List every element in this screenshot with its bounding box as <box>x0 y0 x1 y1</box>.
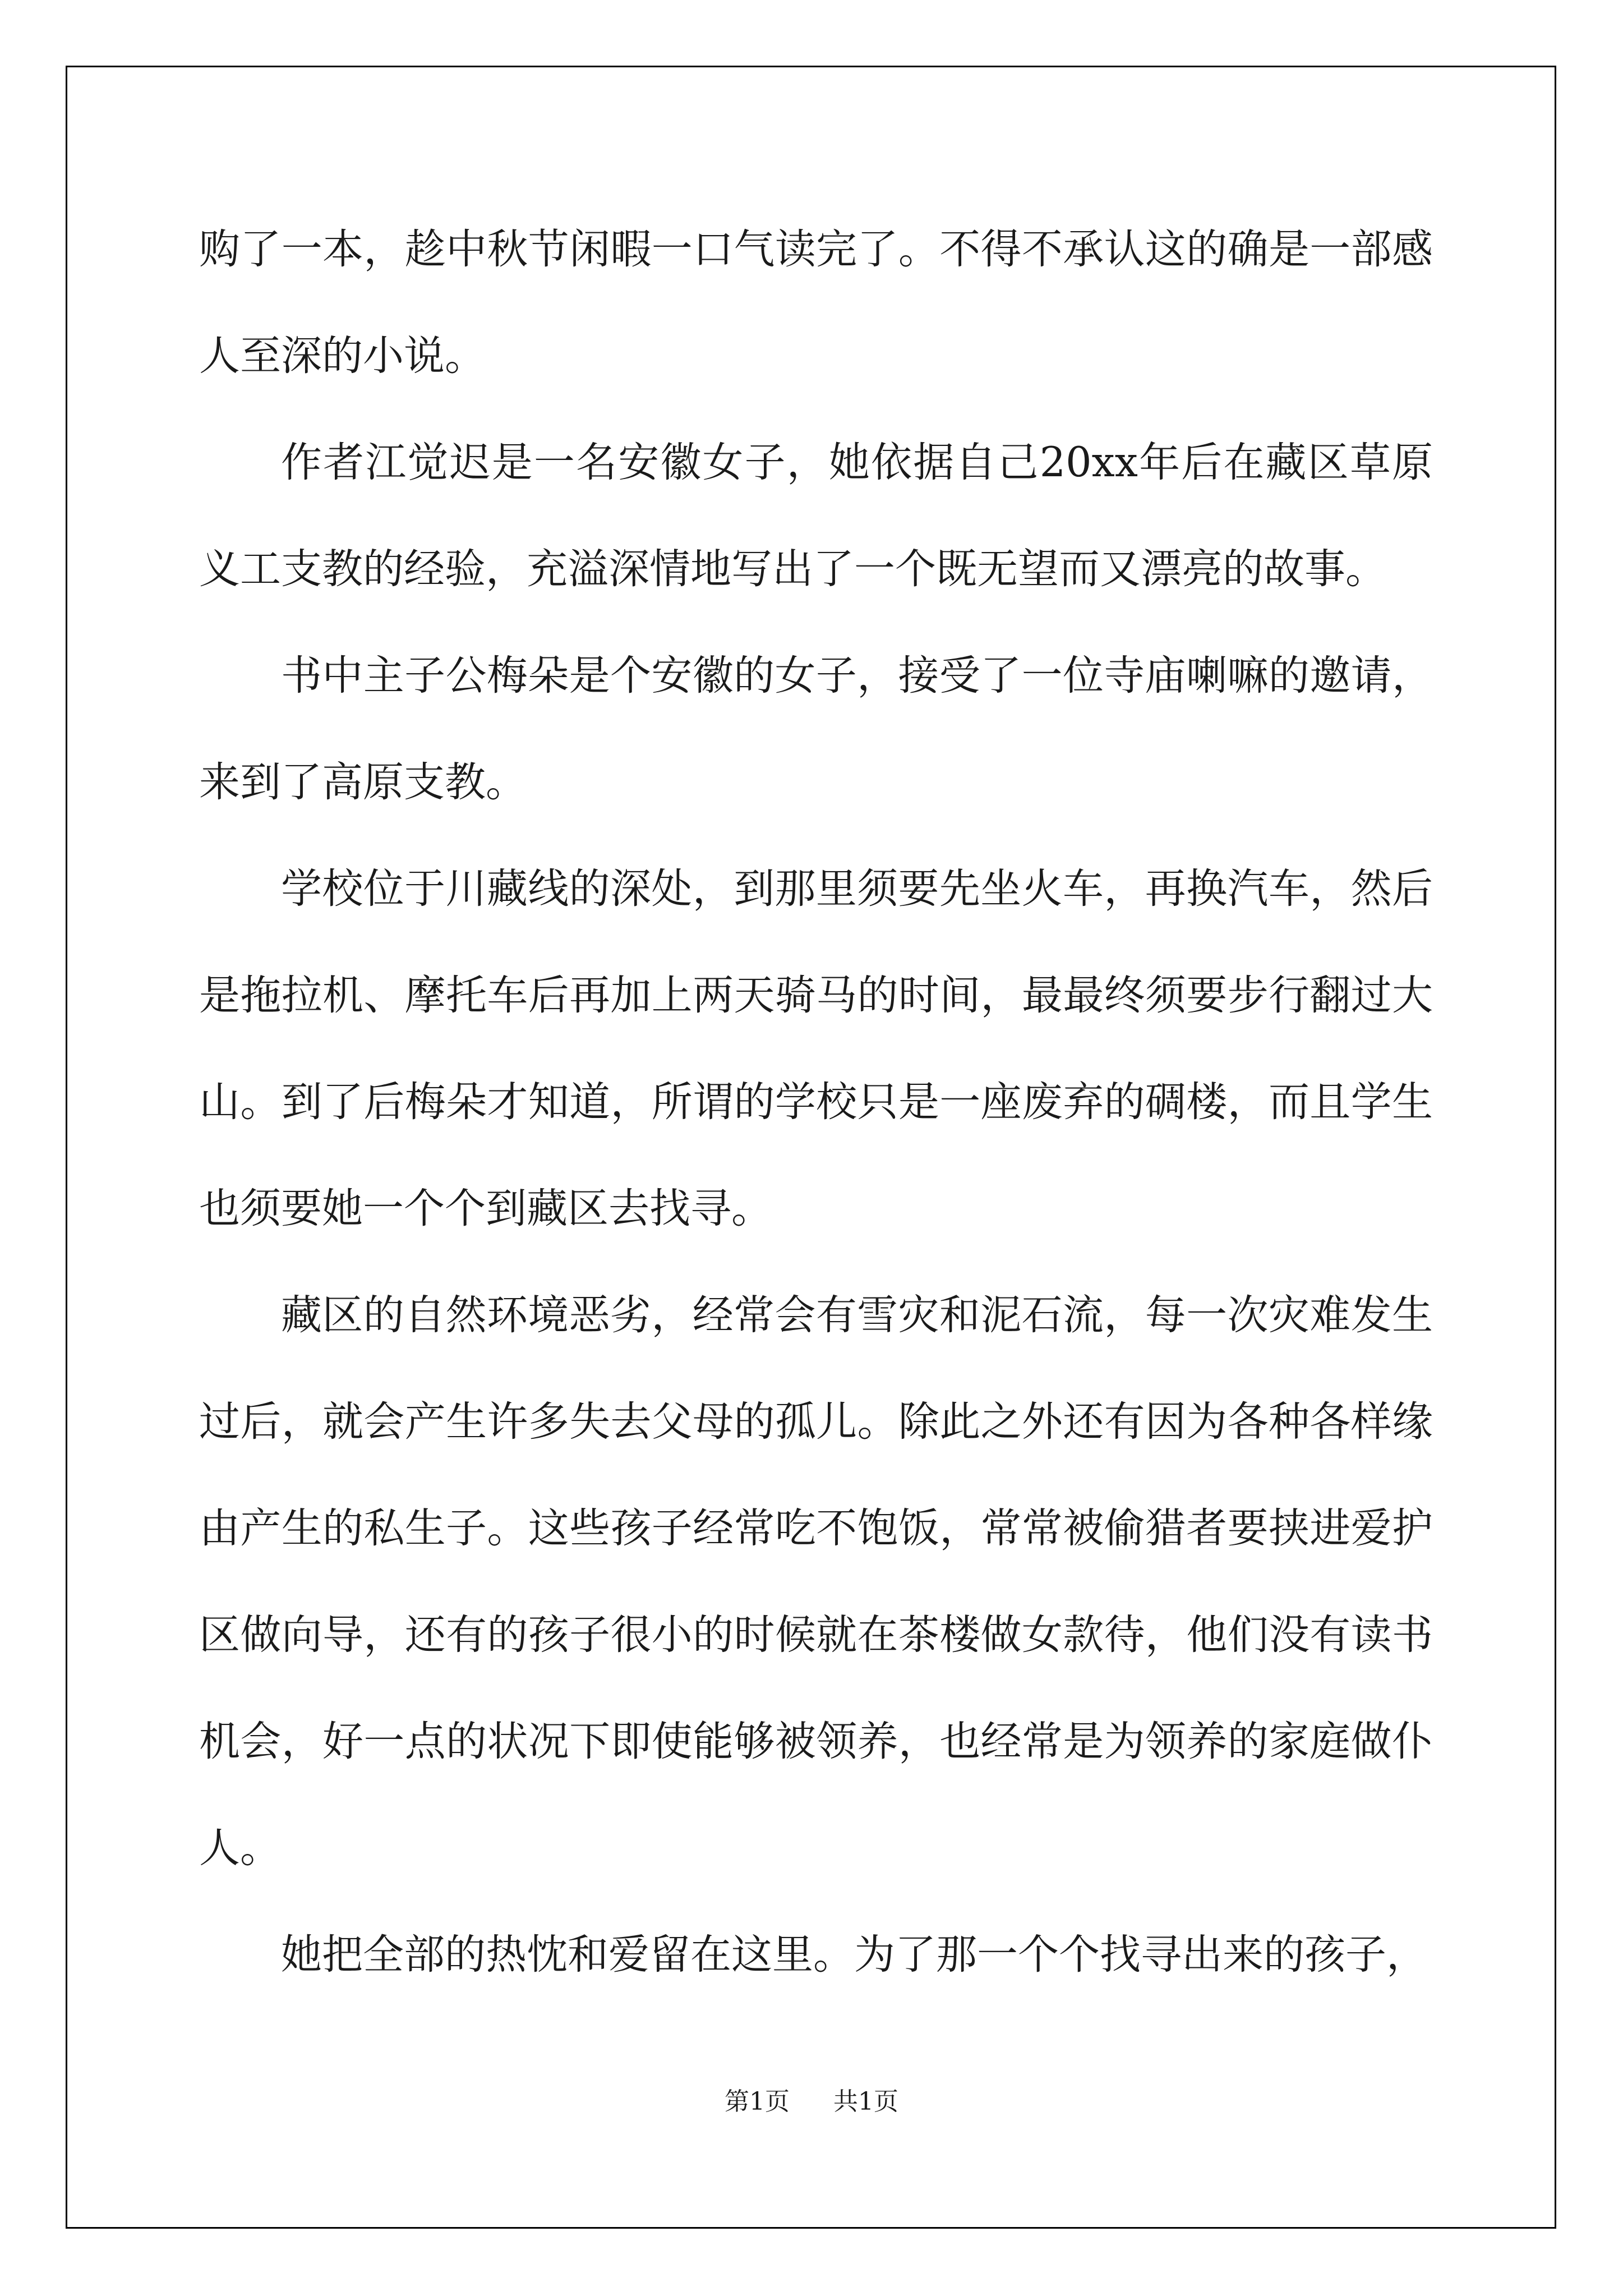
page-number: 第1页 <box>725 2087 790 2116</box>
paragraph-4: 学校位于川藏线的深处，到那里须要先坐火车，再换汽车，然后是拖拉机、摩托车后再加上两天骑马的时间，最最终须要步行翻过大山。到了后梅朵才知道，所谓的学校只是一座废弃的碉楼，而且学生也须要她一个个到藏区去找寻。 <box>199 865 1433 1232</box>
paragraph-2: 作者江觉迟是一名安徽女子，她依据自己20xx年后在藏区草原义工支教的经验，充溢深情地写出了一个既无望而又漂亮的故事。 <box>199 439 1433 593</box>
paragraph-1: 购了一本，趁中秋节闲暇一口气读完了。不得不承认这的确是一部感人至深的小说。 <box>199 226 1433 380</box>
paragraph-5: 藏区的自然环境恶劣，经常会有雪灾和泥石流，每一次灾难发生过后，就会产生许多失去父母的孤儿。除此之外还有因为各种各样缘由产生的私生子。这些孩子经常吃不饱饭，常常被偷猎者要挟进爱护区做向导，还有的孩子很小的时候就在茶楼做女款待，他们没有读书机会，好一点的状况下即使能够被领养，也经常是为领养的家庭做仆人。 <box>199 1291 1433 1872</box>
document-body <box>199 196 1433 2008</box>
paragraph-3: 书中主子公梅朵是个安徽的女子，接受了一位寺庙喇嘛的邀请，来到了高原支教。 <box>199 652 1433 806</box>
page-footer <box>0 2081 1623 2117</box>
paragraph-6: 她把全部的热忱和爱留在这里。为了那一个个找寻出来的孩子， <box>281 1931 1427 1978</box>
total-pages: 共1页 <box>833 2087 898 2116</box>
